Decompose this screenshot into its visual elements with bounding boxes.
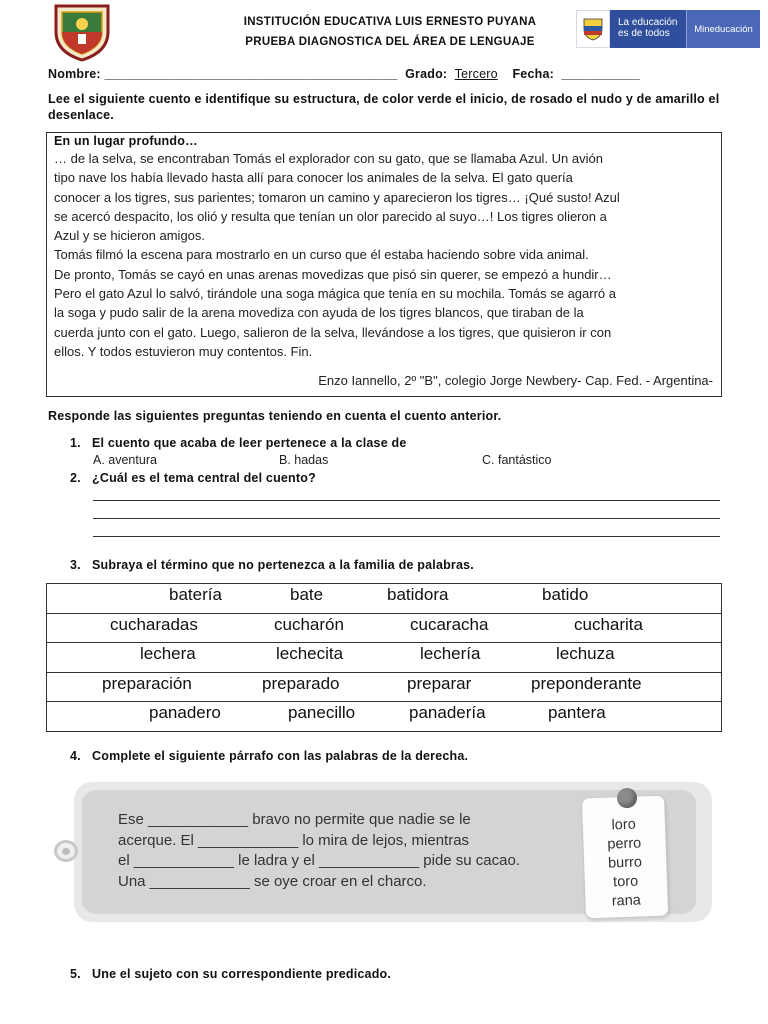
story-author: Enzo Iannello, 2º "B", colegio Jorge Newbery- Cap. Fed. - Argentina- [318, 373, 713, 388]
name-label: Nombre: [48, 67, 101, 81]
story-title: En un lugar profundo… [54, 134, 198, 148]
option-b[interactable]: B. hadas [279, 453, 329, 467]
word-cell[interactable]: panadero [149, 703, 221, 722]
school-crest-logo [48, 2, 116, 62]
ring-hole-icon [62, 848, 70, 855]
story-line: ellos. Y todos estuvieron muy contentos. Fin. [54, 343, 313, 359]
story-line: Pero el gato Azul lo salvó, tirándole una soga mágica que tenía en su mochila. Tomás se agarró a [54, 286, 616, 302]
table-row [47, 584, 722, 614]
word-bank-item: rana [611, 892, 642, 910]
word-cell[interactable]: cucharita [574, 614, 643, 634]
name-field[interactable]: _________________________________________ [104, 67, 398, 81]
word-cell[interactable]: panadería [409, 703, 486, 722]
grade-value: Tercero [454, 67, 498, 81]
logo-slogan: La educación es de todos [610, 10, 686, 48]
word-cell[interactable]: lechuza [556, 644, 615, 663]
question-4 [70, 749, 468, 763]
question-2 [70, 471, 316, 485]
story-line: se acercó despacito, los olió y resulta que tenían un olor parecido al suyo…! Los tigres olieron a [54, 208, 607, 224]
question-3 [70, 558, 474, 572]
word-cell[interactable]: lechecita [276, 644, 344, 663]
question-text: El cuento que acaba de leer pertenece a la clase de [92, 436, 407, 450]
word-cell[interactable]: cucaracha [410, 614, 489, 634]
word-bank-item: loro [611, 816, 637, 834]
table-row [47, 643, 722, 673]
date-label: Fecha: [512, 67, 554, 81]
word-cell[interactable]: batidora [387, 585, 449, 604]
mineducacion-logo [576, 10, 760, 48]
question-text: Une el sujeto con su correspondiente predicado. [92, 967, 392, 981]
question-number: 2. [70, 471, 81, 485]
story-line: Tomás filmó la escena para mostrarlo en un curso que él estaba haciendo sobre vida animal. [54, 247, 589, 263]
word-cell[interactable]: cucharón [274, 614, 344, 634]
word-cell[interactable]: preparado [262, 673, 340, 693]
questions-heading: Responde las siguientes preguntas teniendo en cuenta el cuento anterior. [48, 409, 502, 423]
word-cell[interactable]: preparar [407, 673, 472, 693]
story-instruction: Lee el siguiente cuento e identifique su estructura, de color verde el inicio, de rosado el nudo y de amarillo el desenlace. [48, 92, 720, 122]
option-c[interactable]: C. fantástico [482, 453, 552, 467]
paragraph-line[interactable]: Ese ____________ bravo no permite que nadie se le [118, 811, 471, 828]
question-text: ¿Cuál es el tema central del cuento? [92, 471, 316, 485]
word-cell[interactable]: pantera [548, 703, 606, 722]
date-field[interactable]: ___________ [561, 67, 641, 81]
word-cell[interactable]: bate [290, 585, 324, 604]
question-number: 4. [70, 749, 81, 763]
story-box [46, 132, 722, 397]
story-line: cuerda junto con el gato. Luego, salieron de la selva, llevándose a los tigres, que quisieron ir con [54, 324, 612, 340]
colombia-shield-icon [576, 10, 610, 48]
word-cell[interactable]: preponderante [531, 673, 642, 693]
question-5 [70, 967, 391, 981]
table-row [47, 672, 722, 702]
logo-mineducacion: Mineducación [686, 10, 760, 48]
word-cell[interactable]: batería [169, 585, 222, 604]
word-bank-item: toro [612, 873, 639, 891]
word-bank-item: burro [607, 854, 643, 872]
story-line: tipo nave los había llevado hasta allí para conocer los animales de la selva. El gato quería [54, 170, 573, 186]
student-info-line [48, 67, 738, 81]
word-cell[interactable]: batido [542, 585, 589, 604]
paragraph-line[interactable]: Una ____________ se oye croar en el charco. [118, 872, 427, 890]
word-cell[interactable]: cucharadas [110, 614, 198, 634]
word-cell[interactable]: preparación [102, 673, 192, 693]
story-line: Azul y se hicieron amigos. [54, 228, 206, 244]
question-1 [70, 436, 407, 450]
word-cell[interactable]: lechería [420, 644, 481, 663]
pushpin-icon [617, 788, 637, 808]
story-line: la soga y pudo salir de la arena movediza con ayuda de los tigres blancos, que tiraban de la [54, 305, 584, 321]
option-a[interactable]: A. aventura [93, 453, 157, 467]
story-text [54, 149, 714, 361]
word-cell[interactable]: panecillo [288, 703, 356, 722]
word-cell[interactable]: lechera [140, 644, 196, 663]
question-text: Subraya el término que no pertenezca a la familia de palabras. [92, 558, 474, 572]
grade-label: Grado: [405, 67, 448, 81]
institution-name: INSTITUCIÓN EDUCATIVA LUIS ERNESTO PUYANA [243, 16, 537, 28]
fill-in-paragraph [118, 810, 520, 892]
word-bank-item: perro [607, 835, 642, 853]
table-row [47, 702, 722, 732]
exam-title: PRUEBA DIAGNOSTICA DEL ÁREA DE LENGUAJE [245, 36, 535, 48]
question-text: Complete el siguiente párrafo con las palabras de la derecha. [92, 749, 469, 763]
answer-line[interactable] [93, 518, 720, 519]
story-line: De pronto, Tomás se cayó en unas arenas movedizas que pisó sin querer, se empezó a hundir… [54, 266, 612, 282]
story-line: conocer a los tigres, sus parientes; tomaron un camino y aparecieron los tigres… ¡Qué susto! Azul [54, 189, 620, 205]
answer-line[interactable] [93, 500, 720, 501]
story-line: … de la selva, se encontraban Tomás el explorador con su gato, que se llamaba Azul. Un avión [54, 151, 603, 166]
answer-line[interactable] [93, 536, 720, 537]
word-family-table [46, 583, 722, 732]
word-bank [584, 815, 665, 913]
question-number: 3. [70, 558, 81, 572]
paragraph-line[interactable]: el ____________ le ladra y el ____________ pide su cacao. [118, 852, 520, 869]
paragraph-line[interactable]: acerque. El ____________ lo mira de lejos, mientras [118, 831, 470, 849]
question-number: 5. [70, 967, 81, 981]
table-row [47, 613, 722, 643]
question-number: 1. [70, 436, 81, 450]
